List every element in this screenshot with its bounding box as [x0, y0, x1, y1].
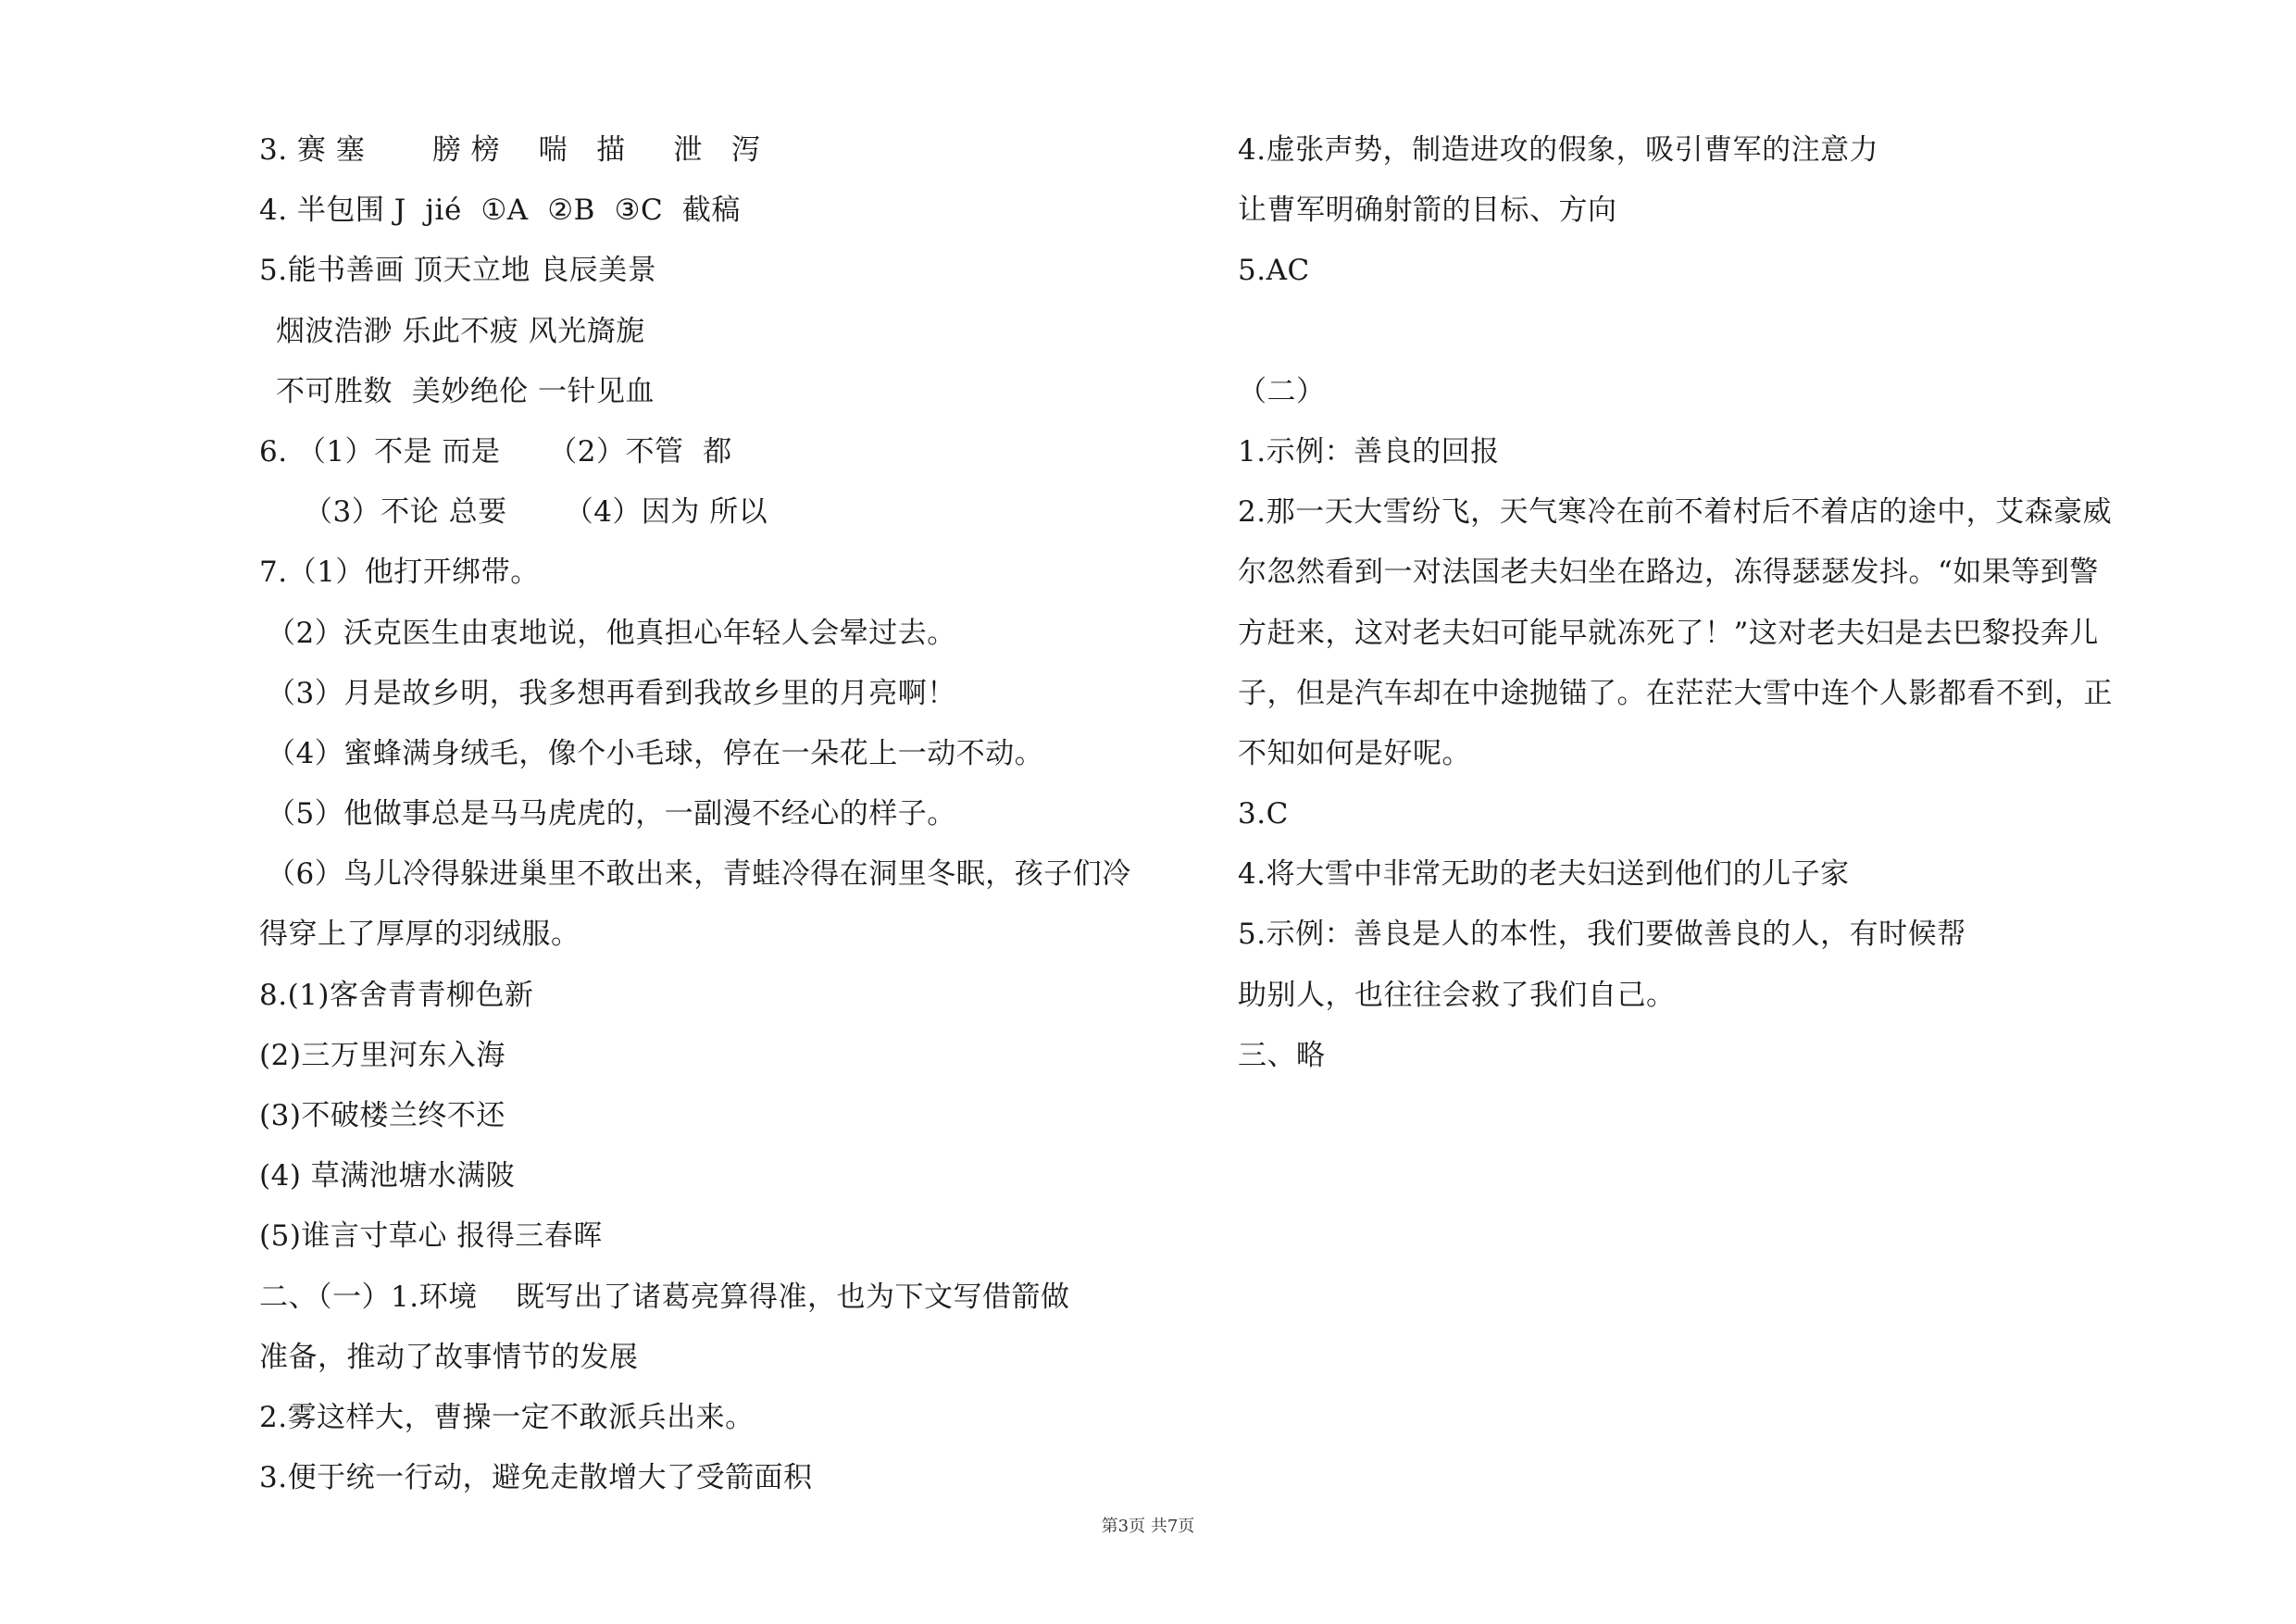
answer-line: 方赶来，这对老夫妇可能早就冻死了！”这对老夫妇是去巴黎投奔儿: [1238, 616, 2099, 650]
answer-line: (4) 草满池塘水满陂: [259, 1159, 516, 1193]
answer-line: 准备，推动了故事情节的发展: [259, 1340, 639, 1374]
page-number: 第3页 共7页: [1101, 1517, 1195, 1536]
answer-line: 得穿上了厚厚的羽绒服。: [259, 918, 580, 952]
answer-line: (3)不破楼兰终不还: [259, 1099, 505, 1132]
right-answer-column: [1238, 120, 2182, 1086]
answer-line: 8.(1)客舍青青柳色新: [259, 978, 534, 1012]
answer-line: 不知如何是好呢。: [1238, 736, 1471, 770]
answer-line: （3）月是故乡明，我多想再看到我故乡里的月亮啊！: [267, 676, 956, 710]
section-heading: （二）: [1238, 374, 1326, 408]
answer-line: 6. （1）不是 而是 （2）不管 都: [259, 434, 732, 468]
answer-line: 4.将大雪中非常无助的老夫妇送到他们的儿子家: [1238, 857, 1850, 892]
answer-line: (2)三万里河东入海: [259, 1038, 505, 1072]
answer-line: (5)谁言寸草心 报得三春晖: [259, 1219, 603, 1254]
answer-line: 5.能书善画 顶天立地 良辰美景: [259, 254, 657, 288]
blank-line: [1238, 302, 2182, 362]
answer-line: 3.便于统一行动，避免走散增大了受箭面积: [259, 1461, 813, 1495]
answer-line: 3.C: [1238, 797, 1289, 831]
answer-line: 2.雾这样大，曹操一定不敢派兵出来。: [259, 1400, 755, 1434]
answer-line: 4. 半包围 J jié ①A ②B ③C 截稿: [259, 194, 741, 228]
section-heading: 三、略: [1238, 1038, 1326, 1072]
answer-line: 让曹军明确射箭的目标、方向: [1238, 194, 1617, 228]
answer-line: 子，但是汽车却在中途抛锚了。在茫茫大雪中连个人影都看不到，正: [1238, 676, 2113, 710]
answer-line: （2）沃克医生由衷地说，他真担心年轻人会晕过去。: [267, 616, 956, 650]
answer-line: 5.示例：善良是人的本性，我们要做善良的人，有时候帮: [1238, 918, 1966, 952]
answer-line: 尔忽然看到一对法国老夫妇坐在路边，冻得瑟瑟发抖。“如果等到警: [1238, 556, 2099, 590]
answer-line: 1.示例：善良的回报: [1238, 434, 1500, 468]
answer-line: （6）鸟儿冷得躲进巢里不敢出来，青蛙冷得在洞里冬眠，孩子们冷: [267, 857, 1131, 892]
answer-line: 3. 赛 塞 膀 榜 喘 描 泄 泻: [259, 133, 761, 167]
answer-line: 4.虚张声势，制造进攻的假象，吸引曹军的注意力: [1238, 133, 1879, 167]
answer-line: 助别人，也往往会救了我们自己。: [1238, 978, 1676, 1012]
answer-line: 二、（一）1.环境 既写出了诸葛亮算得准，也为下文写借箭做: [259, 1280, 1070, 1314]
answer-line: 7.（1）他打开绑带。: [259, 556, 540, 590]
answer-line: （3）不论 总要 （4）因为 所以: [304, 495, 768, 530]
left-answer-column: [259, 120, 1185, 1508]
answer-line: 不可胜数 美妙绝伦 一针见血: [276, 374, 655, 408]
answer-line: 烟波浩渺 乐此不疲 风光旖旎: [276, 314, 645, 348]
answer-line: （4）蜜蜂满身绒毛，像个小毛球，停在一朵花上一动不动。: [267, 736, 1044, 770]
answer-line: （5）他做事总是马马虎虎的，一副漫不经心的样子。: [267, 797, 956, 831]
answer-line: 2.那一天大雪纷飞，天气寒冷在前不着村后不着店的途中，艾森豪威: [1238, 495, 2113, 530]
answer-line: 5.AC: [1238, 254, 1310, 288]
